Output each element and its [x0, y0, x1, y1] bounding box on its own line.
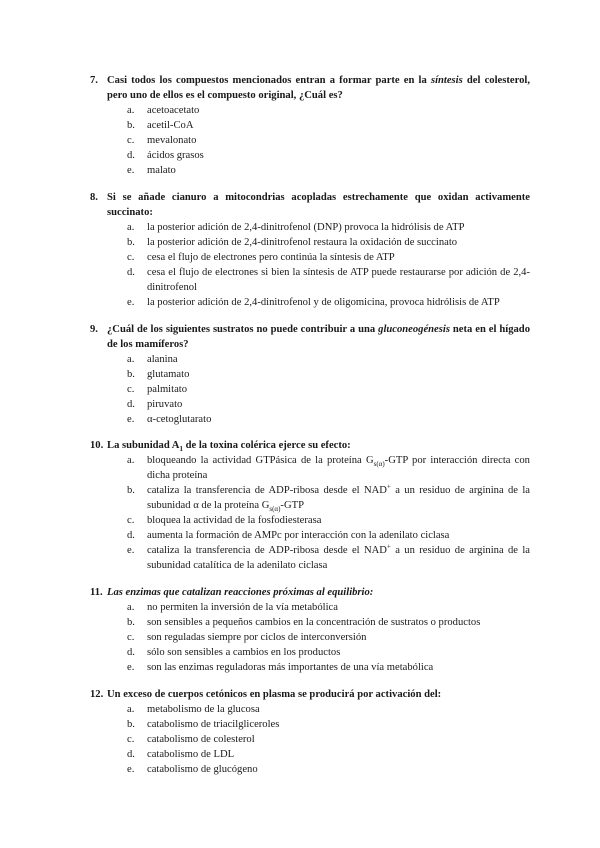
question-number: 11.: [90, 587, 103, 598]
question-10: [90, 438, 530, 573]
question-12: [90, 687, 530, 777]
question-number: 9.: [90, 324, 98, 335]
option-d[interactable]: d. catabolismo de LDL: [127, 749, 235, 760]
question-8: [90, 190, 530, 310]
question-stem: [90, 438, 530, 453]
options-list: [90, 352, 530, 427]
question-9: [90, 322, 530, 427]
option-c[interactable]: c. cesa el flujo de electrones pero continúa la síntesis de ATP: [127, 252, 395, 263]
question-text: La subunidad $A_1$ de la toxina colérica ejerce su efecto:: [107, 440, 351, 454]
question-7: [90, 73, 530, 178]
question-stem: [90, 322, 530, 352]
option-d[interactable]: d. aumenta la formación de AMPc por interacción con la adenilato ciclasa: [127, 530, 450, 541]
question-stem: [90, 190, 530, 220]
option-a[interactable]: a. no permiten la inversión de la vía metabólica: [127, 602, 338, 613]
question-text: Las enzimas que catalizan reacciones próximas al equilibrio:: [107, 587, 374, 598]
option-a[interactable]: a. bloqueando la actividad GTPásica de la proteína $G_{s(\alpha)}$-GTP por interacción directa con dicha proteína: [127, 455, 530, 481]
option-c[interactable]: c. son reguladas siempre por ciclos de interconversión: [127, 632, 367, 643]
option-b[interactable]: b. son sensibles a pequeños cambios en la concentración de sustratos o productos: [127, 617, 481, 628]
option-a[interactable]: a. metabolismo de la glucosa: [127, 704, 260, 715]
option-e[interactable]: e. catabolismo de glucógeno: [127, 764, 258, 775]
option-c[interactable]: c. palmitato: [127, 384, 188, 395]
question-text: Casi todos los compuestos mencionados entran a formar parte en la síntesis del colesterol, pero uno de ellos es el compuesto original, ¿Cuál es?: [107, 75, 531, 101]
option-a[interactable]: a. alanina: [127, 354, 178, 365]
question-stem: [90, 73, 530, 103]
options-list: [90, 702, 530, 777]
option-d[interactable]: d. sólo son sensibles a cambios en los productos: [127, 647, 341, 658]
question-number: 7.: [90, 75, 98, 86]
option-d[interactable]: d. cesa el flujo de electrones si bien la síntesis de ATP puede restaurarse por adición de 2,4-dinitrofenol: [127, 267, 530, 293]
option-e[interactable]: e. la posterior adición de 2,4-dinitrofenol y de oligomicina, provoca hidrólisis de ATP: [127, 297, 500, 308]
option-e[interactable]: e. son las enzimas reguladoras más importantes de una vía metabólica: [127, 662, 434, 673]
question-text: Un exceso de cuerpos cetónicos en plasma se producirá por activación del:: [107, 689, 442, 700]
option-b[interactable]: b. glutamato: [127, 369, 190, 380]
question-text: ¿Cuál de los siguientes sustratos no puede contribuir a una gluconeogénesis neta en el hígado de los mamíferos?: [107, 324, 530, 350]
options-list: [90, 600, 530, 675]
option-d[interactable]: d. ácidos grasos: [127, 150, 204, 161]
option-b[interactable]: b. cataliza la transferencia de ADP-ribosa desde el NAD+ a un residuo de arginina de la subunidad α de la proteína $G_{s(\alpha)}$-GTP: [127, 482, 531, 514]
question-11: [90, 585, 530, 675]
options-list: [90, 453, 530, 573]
option-b[interactable]: b. catabolismo de triacilgliceroles: [127, 719, 280, 730]
option-c[interactable]: c. mevalonato: [127, 135, 197, 146]
option-b[interactable]: b. acetil-CoA: [127, 120, 194, 131]
option-a[interactable]: a. acetoacetato: [127, 105, 200, 116]
question-stem: [90, 687, 530, 702]
option-e[interactable]: e. α-cetoglutarato: [127, 414, 212, 425]
question-number: 12.: [90, 689, 104, 700]
options-list: [90, 103, 530, 178]
option-a[interactable]: a. la posterior adición de 2,4-dinitrofenol (DNP) provoca la hidrólisis de ATP: [127, 222, 465, 233]
option-c[interactable]: c. catabolismo de colesterol: [127, 734, 255, 745]
question-number: 8.: [90, 192, 98, 203]
option-e[interactable]: e. malato: [127, 165, 176, 176]
question-number: 10.: [90, 440, 104, 451]
option-d[interactable]: d. piruvato: [127, 399, 183, 410]
option-c[interactable]: c. bloquea la actividad de la fosfodiesterasa: [127, 515, 322, 526]
option-e[interactable]: e. cataliza la transferencia de ADP-ribosa desde el NAD+ a un residuo de arginina de la subunidad catalítica de la adenilato ciclasa: [127, 542, 531, 571]
question-text: Si se añade cianuro a mitocondrias acopladas estrechamente que oxidan activamente succinato:: [107, 192, 530, 218]
option-b[interactable]: b. la posterior adición de 2,4-dinitrofenol restaura la oxidación de succinato: [127, 237, 458, 248]
options-list: [90, 220, 530, 310]
question-stem: [90, 585, 530, 600]
